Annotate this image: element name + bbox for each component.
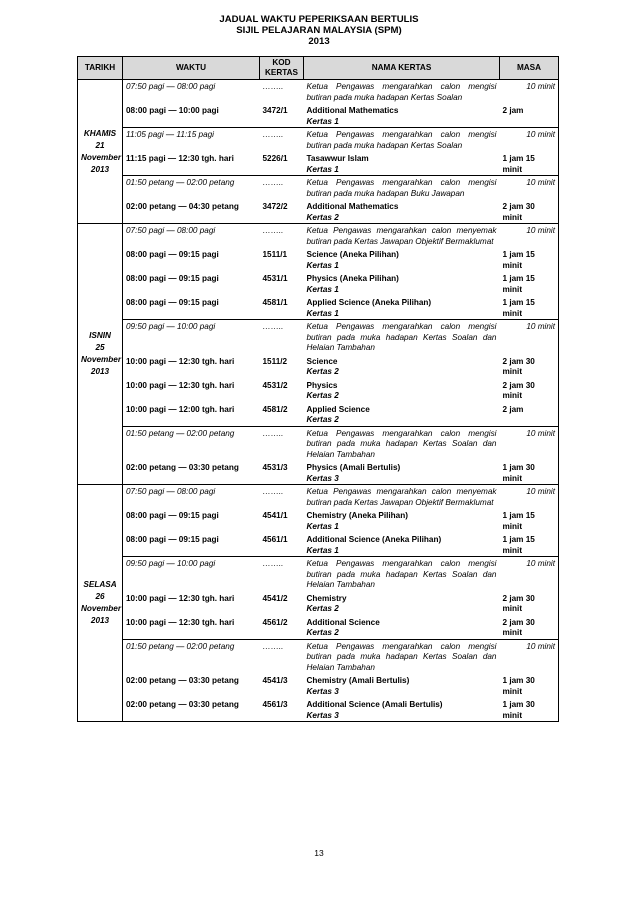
kod-cell-text: 4531/1: [262, 274, 288, 283]
nama-cell: [304, 557, 500, 591]
date-line: KHAMIS: [83, 128, 117, 138]
date-line: SELASA: [83, 580, 117, 589]
date-line: 2013: [90, 164, 110, 174]
instruction-row: [78, 557, 559, 591]
masa-cell: [500, 271, 559, 295]
waktu-cell: [123, 532, 260, 557]
nama-cell-text: Ketua Pengawas mengarahkan calon mengisi butiran pada muka hadapan Kertas Soalan dan Helaian Tambahan: [306, 322, 497, 352]
header-row: [78, 57, 559, 80]
kertas-label: Kertas 2: [306, 212, 339, 222]
kod-cell-text: 4541/1: [262, 511, 288, 520]
exam-row: [78, 354, 559, 378]
kod-cell-text: ……..: [262, 641, 284, 651]
kertas-label: Kertas 3: [306, 473, 339, 483]
instruction-row: [78, 426, 559, 460]
kod-cell: [260, 673, 304, 697]
waktu-cell: [123, 673, 260, 697]
masa-cell-text: 2 jam 30 minit: [502, 202, 535, 222]
date-line: November: [81, 604, 122, 613]
title-line-2: SIJIL PELAJARAN MALAYSIA (SPM): [236, 25, 402, 36]
kod-cell-text: ……..: [262, 487, 284, 496]
exam-row: [78, 402, 559, 427]
masa-cell: [500, 295, 559, 320]
nama-cell-text: Ketua Pengawas mengarahkan calon mengisi butiran pada muka hadapan Kertas Soalan: [306, 130, 497, 150]
masa-cell: [500, 80, 559, 104]
exam-row: [78, 378, 559, 402]
kod-cell-text: ……..: [262, 226, 284, 235]
masa-cell: [500, 673, 559, 697]
nama-cell-text: Additional Mathematics: [306, 202, 399, 211]
masa-cell-text: 10 minit: [526, 130, 555, 139]
masa-cell-text: 10 minit: [526, 641, 555, 651]
date-line: November: [81, 355, 122, 364]
waktu-cell-text: 11:05 pagi — 11:15 pagi: [126, 130, 215, 139]
nama-cell: [304, 224, 500, 248]
nama-cell: [304, 673, 500, 697]
waktu-cell-text: 07:50 pagi — 08:00 pagi: [126, 82, 216, 91]
nama-cell: [304, 426, 500, 460]
kertas-label: Kertas 1: [306, 545, 339, 555]
kod-cell: [260, 320, 304, 354]
masa-cell: [500, 591, 559, 615]
nama-cell-text: Ketua Pengawas mengarahkan calon menyemak butiran pada Kertas Jawapan Objektif Bermaklumat: [306, 226, 497, 246]
kod-cell-text: ……..: [262, 428, 284, 438]
kertas-label: Kertas 2: [306, 604, 339, 613]
kod-cell-text: 4581/2: [262, 404, 288, 414]
nama-cell: [304, 591, 500, 615]
waktu-cell: [123, 460, 260, 485]
waktu-cell-text: 10:00 pagi — 12:00 tgh. hari: [126, 404, 235, 414]
kod-cell: [260, 247, 304, 271]
masa-cell: [500, 247, 559, 271]
nama-cell: [304, 485, 500, 509]
waktu-cell: [123, 295, 260, 320]
nama-cell-text: Physics (Amali Bertulis): [306, 463, 401, 472]
waktu-cell: [123, 128, 260, 152]
nama-cell-text: Ketua Pengawas mengarahkan calon mengisi butiran pada muka hadapan Kertas Soalan dan Helaian Tambahan: [306, 641, 497, 672]
nama-cell: [304, 639, 500, 673]
waktu-cell-text: 10:00 pagi — 12:30 tgh. hari: [126, 593, 235, 603]
kod-cell-text: 4561/1: [262, 535, 288, 544]
nama-cell: [304, 532, 500, 557]
kertas-label: Kertas 1: [306, 521, 339, 531]
kertas-label: Kertas 3: [306, 710, 339, 720]
masa-cell-text: 2 jam: [502, 404, 524, 414]
waktu-cell-text: 09:50 pagi — 10:00 pagi: [126, 322, 216, 331]
nama-cell-text: Physics (Aneka Pilihan): [306, 274, 399, 283]
waktu-cell-text: 02:00 petang — 04:30 petang: [126, 202, 239, 211]
nama-cell-text: Ketua Pengawas mengarahkan calon mengisi butiran pada muka hadapan Kertas Soalan dan Helaian Tambahan: [306, 559, 497, 589]
waktu-cell: [123, 402, 260, 427]
masa-cell-text: 10 minit: [526, 82, 555, 91]
waktu-cell-text: 08:00 pagi — 09:15 pagi: [126, 250, 219, 259]
exam-row: [78, 460, 559, 485]
kod-cell-text: 3472/1: [262, 106, 288, 115]
masa-cell-text: 10 minit: [526, 178, 555, 187]
waktu-cell-text: 08:00 pagi — 09:15 pagi: [126, 535, 219, 544]
masa-cell-text: 1 jam 30 minit: [502, 700, 535, 720]
nama-cell-text: Applied Science: [306, 404, 370, 414]
nama-cell-text: Additional Science (Aneka Pilihan): [306, 535, 442, 544]
kod-cell-text: 5226/1: [262, 154, 288, 163]
exam-row: [78, 271, 559, 295]
header-nama-kertas: NAMA KERTAS: [304, 57, 500, 80]
waktu-cell-text: 02:00 petang — 03:30 petang: [126, 463, 239, 472]
kertas-label: Kertas 1: [306, 260, 339, 270]
nama-cell-text: Tasawwur Islam: [306, 154, 369, 163]
kod-cell-text: ……..: [262, 559, 284, 568]
nama-cell: [304, 354, 500, 378]
masa-cell: [500, 151, 559, 176]
nama-cell: [304, 697, 500, 722]
kod-cell: [260, 426, 304, 460]
masa-cell-text: 10 minit: [526, 428, 555, 438]
waktu-cell: [123, 639, 260, 673]
nama-cell-text: Chemistry: [306, 593, 347, 603]
nama-cell: [304, 176, 500, 200]
masa-cell: [500, 378, 559, 402]
waktu-cell: [123, 320, 260, 354]
page-number: 13: [314, 848, 324, 858]
waktu-cell-text: 08:00 pagi — 09:15 pagi: [126, 298, 219, 307]
masa-cell: [500, 354, 559, 378]
waktu-cell: [123, 199, 260, 224]
waktu-cell: [123, 151, 260, 176]
kod-cell: [260, 354, 304, 378]
kertas-label: Kertas 1: [306, 284, 339, 294]
waktu-cell-text: 08:00 pagi — 09:15 pagi: [126, 274, 219, 283]
nama-cell: [304, 80, 500, 104]
nama-cell: [304, 271, 500, 295]
masa-cell: [500, 532, 559, 557]
nama-cell-text: Physics: [306, 380, 338, 390]
masa-cell-text: 1 jam 15 minit: [502, 535, 535, 555]
masa-cell-text: 2 jam 30 minit: [502, 617, 535, 637]
title-line-3: 2013: [308, 36, 330, 47]
kod-cell-text: 4541/2: [262, 593, 288, 603]
nama-cell-text: Ketua Pengawas mengarahkan calon mengisi butiran pada muka hadapan Kertas Soalan dan Helaian Tambahan: [306, 428, 497, 459]
date-line: November: [81, 152, 122, 162]
kod-cell: [260, 460, 304, 485]
waktu-cell: [123, 103, 260, 128]
masa-cell-text: 2 jam: [502, 106, 524, 115]
kod-cell: [260, 378, 304, 402]
masa-cell: [500, 557, 559, 591]
kod-cell-text: ……..: [262, 178, 284, 187]
kod-cell-text: 1511/2: [262, 356, 288, 366]
header-waktu: WAKTU: [123, 57, 260, 80]
waktu-cell-text: 08:00 pagi — 09:15 pagi: [126, 511, 219, 520]
nama-cell: [304, 128, 500, 152]
exam-row: [78, 615, 559, 640]
nama-cell-text: Additional Science: [306, 617, 380, 627]
instruction-row: [78, 80, 559, 104]
waktu-cell: [123, 591, 260, 615]
header-masa: MASA: [500, 57, 559, 80]
nama-cell-text: Ketua Pengawas mengarahkan calon menyemak butiran pada Kertas Jawapan Objektif Bermaklumat: [306, 487, 497, 507]
waktu-cell: [123, 176, 260, 200]
kod-cell: [260, 176, 304, 200]
kod-cell-text: 1511/1: [262, 250, 288, 259]
kod-cell-text: ……..: [262, 130, 284, 139]
nama-cell-text: Ketua Pengawas mengarahkan calon mengisi butiran pada muka hadapan Kertas Soalan: [306, 82, 497, 102]
masa-cell: [500, 615, 559, 640]
timetable-body: [78, 80, 559, 722]
waktu-cell-text: 07:50 pagi — 08:00 pagi: [126, 487, 216, 496]
kod-cell: [260, 591, 304, 615]
kod-cell: [260, 508, 304, 532]
instruction-row: [78, 128, 559, 152]
waktu-cell: [123, 271, 260, 295]
kod-cell: [260, 697, 304, 722]
kod-cell: [260, 557, 304, 591]
masa-cell-text: 1 jam 15 minit: [502, 511, 535, 531]
waktu-cell: [123, 485, 260, 509]
nama-cell-text: Chemistry (Aneka Pilihan): [306, 511, 408, 520]
masa-cell-text: 1 jam 15 minit: [502, 154, 535, 174]
instruction-row: [78, 176, 559, 200]
waktu-cell: [123, 615, 260, 640]
masa-cell: [500, 128, 559, 152]
waktu-cell-text: 10:00 pagi — 12:30 tgh. hari: [126, 356, 235, 366]
nama-cell-text: Chemistry (Amali Bertulis): [306, 676, 410, 685]
waktu-cell-text: 09:50 pagi — 10:00 pagi: [126, 559, 216, 568]
nama-cell: [304, 103, 500, 128]
kod-cell: [260, 271, 304, 295]
waktu-cell: [123, 354, 260, 378]
date-line: 2013: [90, 616, 110, 625]
kod-cell: [260, 295, 304, 320]
kertas-label: Kertas 1: [306, 116, 339, 126]
nama-cell: [304, 615, 500, 640]
date-line: 26: [95, 592, 105, 601]
exam-row: [78, 151, 559, 176]
kertas-label: Kertas 3: [306, 686, 339, 696]
nama-cell: [304, 508, 500, 532]
kod-cell: [260, 128, 304, 152]
waktu-cell-text: 02:00 petang — 03:30 petang: [126, 700, 239, 709]
kertas-label: Kertas 2: [306, 391, 339, 400]
kod-cell: [260, 615, 304, 640]
kod-cell-text: 4531/3: [262, 463, 288, 472]
nama-cell: [304, 247, 500, 271]
date-cell: [78, 80, 123, 224]
masa-cell: [500, 199, 559, 224]
kod-cell: [260, 151, 304, 176]
kertas-label: Kertas 2: [306, 628, 339, 637]
exam-row: [78, 591, 559, 615]
kod-cell-text: 4531/2: [262, 380, 288, 390]
nama-cell: [304, 402, 500, 427]
nama-cell: [304, 320, 500, 354]
instruction-row: [78, 224, 559, 248]
kod-cell: [260, 532, 304, 557]
kertas-label: Kertas 1: [306, 164, 339, 174]
masa-cell-text: 2 jam 30 minit: [502, 356, 535, 376]
masa-cell-text: 1 jam 15 minit: [502, 274, 535, 294]
kertas-label: Kertas 1: [306, 308, 339, 318]
kod-cell: [260, 639, 304, 673]
exam-row: [78, 247, 559, 271]
nama-cell-text: Additional Mathematics: [306, 106, 399, 115]
instruction-row: [78, 639, 559, 673]
masa-cell-text: 10 minit: [526, 322, 555, 331]
nama-cell: [304, 151, 500, 176]
document-title: [0, 14, 638, 47]
nama-cell: [304, 460, 500, 485]
kod-cell: [260, 402, 304, 427]
waktu-cell-text: 01:50 petang — 02:00 petang: [126, 428, 235, 438]
masa-cell: [500, 697, 559, 722]
waktu-cell: [123, 247, 260, 271]
kod-cell-text: ……..: [262, 322, 284, 331]
masa-cell: [500, 402, 559, 427]
kod-cell-text: 4541/3: [262, 676, 288, 685]
exam-row: [78, 532, 559, 557]
masa-cell: [500, 103, 559, 128]
title-line-1: JADUAL WAKTU PEPERIKSAAN BERTULIS: [219, 14, 419, 25]
nama-cell-text: Science (Aneka Pilihan): [306, 250, 399, 259]
instruction-row: [78, 485, 559, 509]
waktu-cell-text: 02:00 petang — 03:30 petang: [126, 676, 239, 685]
masa-cell-text: 1 jam 30 minit: [502, 676, 535, 696]
nama-cell: [304, 295, 500, 320]
kertas-label: Kertas 2: [306, 415, 339, 424]
waktu-cell-text: 01:50 petang — 02:00 petang: [126, 178, 235, 187]
masa-cell: [500, 485, 559, 509]
waktu-cell-text: 10:00 pagi — 12:30 tgh. hari: [126, 380, 235, 390]
date-line: ISNIN: [89, 331, 111, 340]
kod-cell-text: 3472/2: [262, 202, 288, 211]
kod-cell: [260, 485, 304, 509]
date-line: 21: [95, 140, 105, 150]
waktu-cell-text: 10:00 pagi — 12:30 tgh. hari: [126, 617, 235, 627]
header-kod-text: KOD KERTAS: [264, 58, 299, 77]
masa-cell: [500, 176, 559, 200]
nama-cell: [304, 378, 500, 402]
date-cell: [78, 485, 123, 722]
masa-cell-text: 1 jam 30 minit: [502, 463, 535, 483]
exam-row: [78, 103, 559, 128]
exam-row: [78, 295, 559, 320]
waktu-cell: [123, 80, 260, 104]
header-kod-kertas: [260, 57, 304, 80]
kod-cell: [260, 103, 304, 128]
kod-cell-text: 4581/1: [262, 298, 288, 307]
masa-cell-text: 2 jam 30 minit: [502, 380, 535, 400]
kertas-label: Kertas 2: [306, 367, 339, 376]
waktu-cell: [123, 426, 260, 460]
kod-cell: [260, 224, 304, 248]
masa-cell-text: 1 jam 15 minit: [502, 250, 535, 270]
masa-cell: [500, 639, 559, 673]
nama-cell-text: Science: [306, 356, 338, 366]
kod-cell: [260, 199, 304, 224]
header-tarikh: TARIKH: [78, 57, 123, 80]
date-line: 25: [95, 343, 105, 352]
date-line: 2013: [90, 367, 110, 376]
exam-row: [78, 697, 559, 722]
kod-cell-text: 4561/2: [262, 617, 288, 627]
kod-cell-text: ……..: [262, 82, 284, 91]
exam-row: [78, 199, 559, 224]
kod-cell-text: 4561/3: [262, 700, 288, 709]
waktu-cell-text: 01:50 petang — 02:00 petang: [126, 641, 235, 651]
kod-cell: [260, 80, 304, 104]
masa-cell: [500, 426, 559, 460]
waktu-cell-text: 08:00 pagi — 10:00 pagi: [126, 106, 219, 115]
waktu-cell-text: 11:15 pagi — 12:30 tgh. hari: [126, 154, 234, 163]
waktu-cell: [123, 224, 260, 248]
masa-cell: [500, 460, 559, 485]
nama-cell-text: Additional Science (Amali Bertulis): [306, 700, 443, 709]
waktu-cell-text: 07:50 pagi — 08:00 pagi: [126, 226, 216, 235]
masa-cell-text: 2 jam 30 minit: [502, 593, 535, 613]
waktu-cell: [123, 378, 260, 402]
exam-row: [78, 673, 559, 697]
masa-cell-text: 10 minit: [526, 487, 555, 496]
waktu-cell: [123, 557, 260, 591]
date-cell: [78, 224, 123, 485]
masa-cell-text: 1 jam 15 minit: [502, 298, 535, 318]
exam-row: [78, 508, 559, 532]
waktu-cell: [123, 697, 260, 722]
masa-cell: [500, 508, 559, 532]
masa-cell: [500, 320, 559, 354]
nama-cell-text: Ketua Pengawas mengarahkan calon mengisi butiran pada muka hadapan Buku Jawapan: [306, 178, 497, 198]
instruction-row: [78, 320, 559, 354]
nama-cell: [304, 199, 500, 224]
masa-cell-text: 10 minit: [526, 559, 555, 568]
exam-timetable: [77, 56, 559, 722]
waktu-cell: [123, 508, 260, 532]
masa-cell: [500, 224, 559, 248]
nama-cell-text: Applied Science (Aneka Pilihan): [306, 298, 432, 307]
masa-cell-text: 10 minit: [526, 226, 555, 235]
